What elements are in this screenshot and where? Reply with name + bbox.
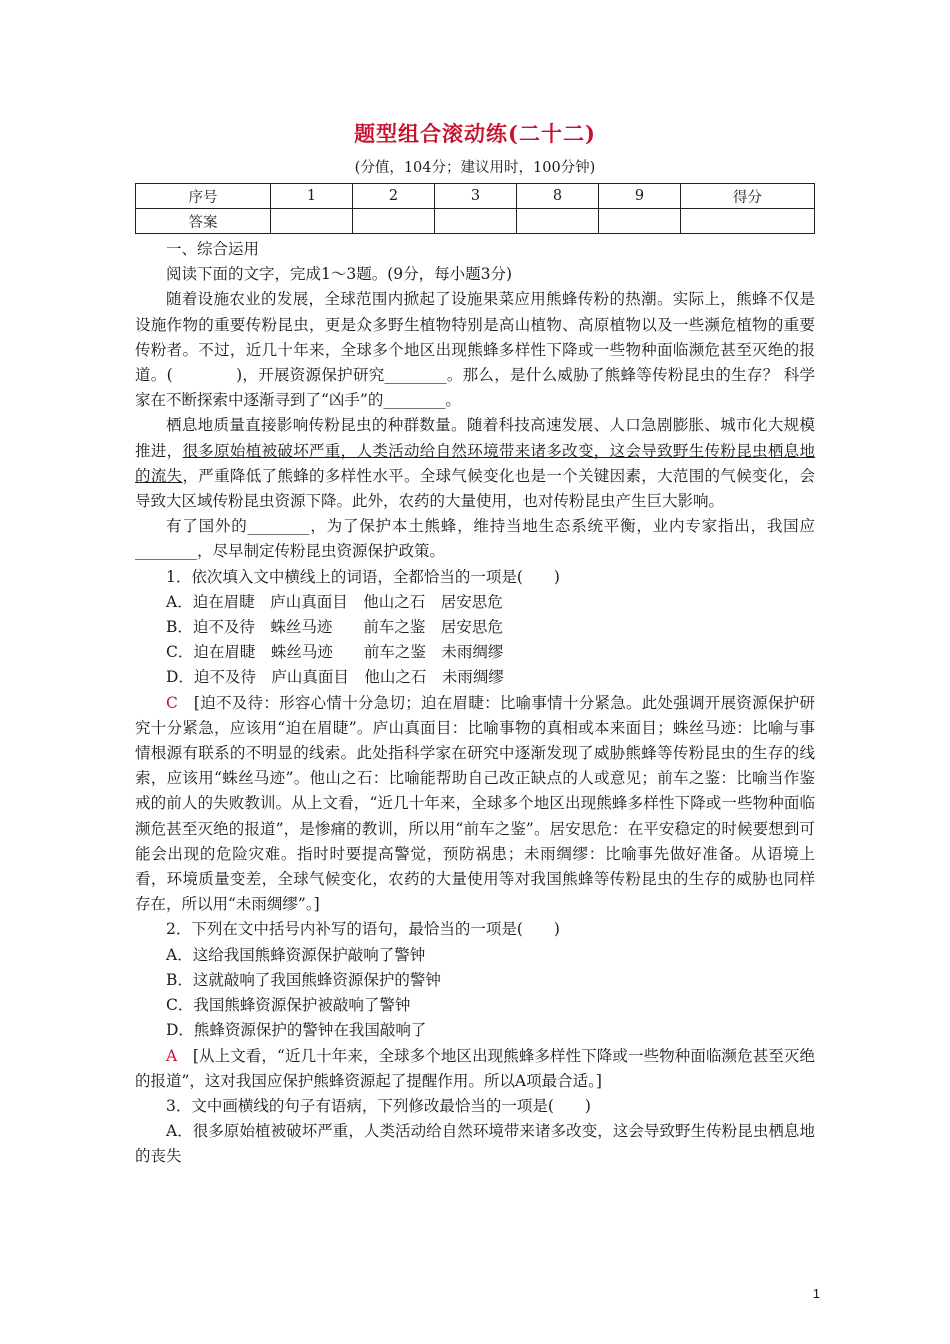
question-3-option-a: A．很多原始植被破坏严重，人类活动给自然环境带来诸多改变，这会导致野生传粉昆虫栖息地的丧失 <box>135 1122 815 1166</box>
answer-explanation: [迫不及待：形容心情十分急切；迫在眉睫：比喻事情十分紧急。此处强调开展资源保护研究十分紧急，应该用“迫在眉睫”。庐山真面目：比喻事物的真相或本来面目；蛛丝马迹：比喻与事情根源有联系的不明显的线索。此处指科学家在研究中逐渐发现了威胁熊蜂等传粉昆虫的生存的线索，应该用“蛛丝马迹”。他山之石：比喻能帮助自己改正缺点的人或意见；前车之鉴：比喻当作鉴戒的前人的失败教训。从上文看，“近几十年来，全球多个地区出现熊蜂多样性下降或一些物种面临濒危甚至灭绝的报道”，是惨痛的教训，所以用“前车之鉴”。居安思危：在平安稳定的时候要想到可能会出现的危险灾难。指时时要提高警觉，预防祸患；未雨绸缪：比喻事先做好准备。从语境上看，环境质量变差，全球气候变化，农药的大量使用等对我国熊蜂等传粉昆虫的生存的威胁也同样存在，所以用“未雨绸缪”。] <box>135 693 815 914</box>
passage-paragraph-2 <box>135 413 815 514</box>
passage-text: ，严重降低了熊蜂的多样性水平。全球气候变化也是一个关键因素，大范围的气候变化，会导致大区域传粉昆虫资源下降。此外，农药的大量使用，也对传粉昆虫产生巨大影响。 <box>135 466 815 511</box>
score-time-note: (分值，104分；建议用时，100分钟) <box>354 160 596 176</box>
question-1-option-a: A．迫在眉睫 庐山真面目 他山之石 居安思危 <box>166 592 503 611</box>
underlined-sentence: 很多原始植被破坏严重，人类活动给自然环境带来诸多改变，这会导致野生传粉昆虫栖息地的流失 <box>135 441 815 485</box>
question-1-option-c: C．迫在眉睫 蛛丝马迹 前车之鉴 未雨绸缪 <box>166 643 504 662</box>
score-table-header-row <box>136 184 815 209</box>
page-number: 1 <box>812 1286 820 1301</box>
document-body <box>135 237 815 1170</box>
table-cell: 3 <box>435 184 517 209</box>
answer-cell <box>353 209 435 234</box>
question-1-answer <box>135 691 815 918</box>
score-table <box>135 183 815 234</box>
score-table-answer-row <box>136 209 815 234</box>
question-2-option-b: B．这就敲响了我国熊蜂资源保护的警钟 <box>166 970 441 989</box>
question-1-stem: 1．依次填入文中横线上的词语，全都恰当的一项是( ) <box>166 567 560 586</box>
table-cell: 序号 <box>136 184 271 209</box>
table-cell: 1 <box>271 184 353 209</box>
section-heading: 一、综合运用 <box>166 240 260 258</box>
table-cell: 2 <box>353 184 435 209</box>
passage-paragraph-1: 随着设施农业的发展，全球范围内掀起了设施果菜应用熊蜂传粉的热潮。实际上，熊蜂不仅是设施作物的重要传粉昆虫，更是众多野生植物特别是高山植物、高原植物以及一些濒危植物的重要传粉者。不过，近几十年来，全球多个地区出现熊蜂多样性下降或一些物种面临濒危甚至灭绝的报道。( )，开展资源保护研究________。那么，是什么威胁了熊蜂等传粉昆虫的生存？ 科学家在不断探索中逐渐寻到了“凶手”的________。 <box>135 290 815 410</box>
answer-cell <box>517 209 599 234</box>
answer-letter: C <box>166 693 178 712</box>
table-cell: 8 <box>517 184 599 209</box>
table-cell: 9 <box>599 184 681 209</box>
passage-text: 栖息地质量直接影响传粉昆虫的种群数量。随着科技高速发展、人口急剧膨胀、城市化大规模推进， <box>135 416 815 460</box>
question-2-option-d: D．熊蜂资源保护的警钟在我国敲响了 <box>166 1021 427 1040</box>
question-2-stem: 2．下列在文中括号内补写的语句，最恰当的一项是( ) <box>166 920 560 939</box>
table-cell: 得分 <box>681 184 815 209</box>
question-1-option-d: D．迫不及待 庐山真面目 他山之石 未雨绸缪 <box>166 668 504 687</box>
instructions: 阅读下面的文字，完成1～3题。(9分，每小题3分) <box>166 265 513 284</box>
answer-cell <box>271 209 353 234</box>
page-title: 题型组合滚动练(二十二) <box>354 121 596 146</box>
answer-cell <box>681 209 815 234</box>
passage-paragraph-3: 有了国外的________，为了保护本土熊蜂，维持当地生态系统平衡，业内专家指出，我国应________，尽早制定传粉昆虫资源保护政策。 <box>135 517 815 561</box>
table-cell: 答案 <box>136 209 271 234</box>
answer-cell <box>435 209 517 234</box>
answer-letter: A <box>166 1046 178 1065</box>
answer-cell <box>599 209 681 234</box>
question-2-answer <box>135 1044 815 1094</box>
question-3-stem: 3．文中画横线的句子有语病，下列修改最恰当的一项是( ) <box>166 1096 591 1115</box>
question-2-option-c: C．我国熊蜂资源保护被敲响了警钟 <box>166 996 411 1015</box>
answer-explanation: [从上文看，“近几十年来，全球多个地区出现熊蜂多样性下降或一些物种面临濒危甚至灭绝的报道”，这对我国应保护熊蜂资源起了提醒作用。所以A项最合适。] <box>135 1046 815 1090</box>
question-1-option-b: B．迫不及待 蛛丝马迹 前车之鉴 居安思危 <box>166 618 503 637</box>
question-2-option-a: A．这给我国熊蜂资源保护敲响了警钟 <box>166 945 426 964</box>
